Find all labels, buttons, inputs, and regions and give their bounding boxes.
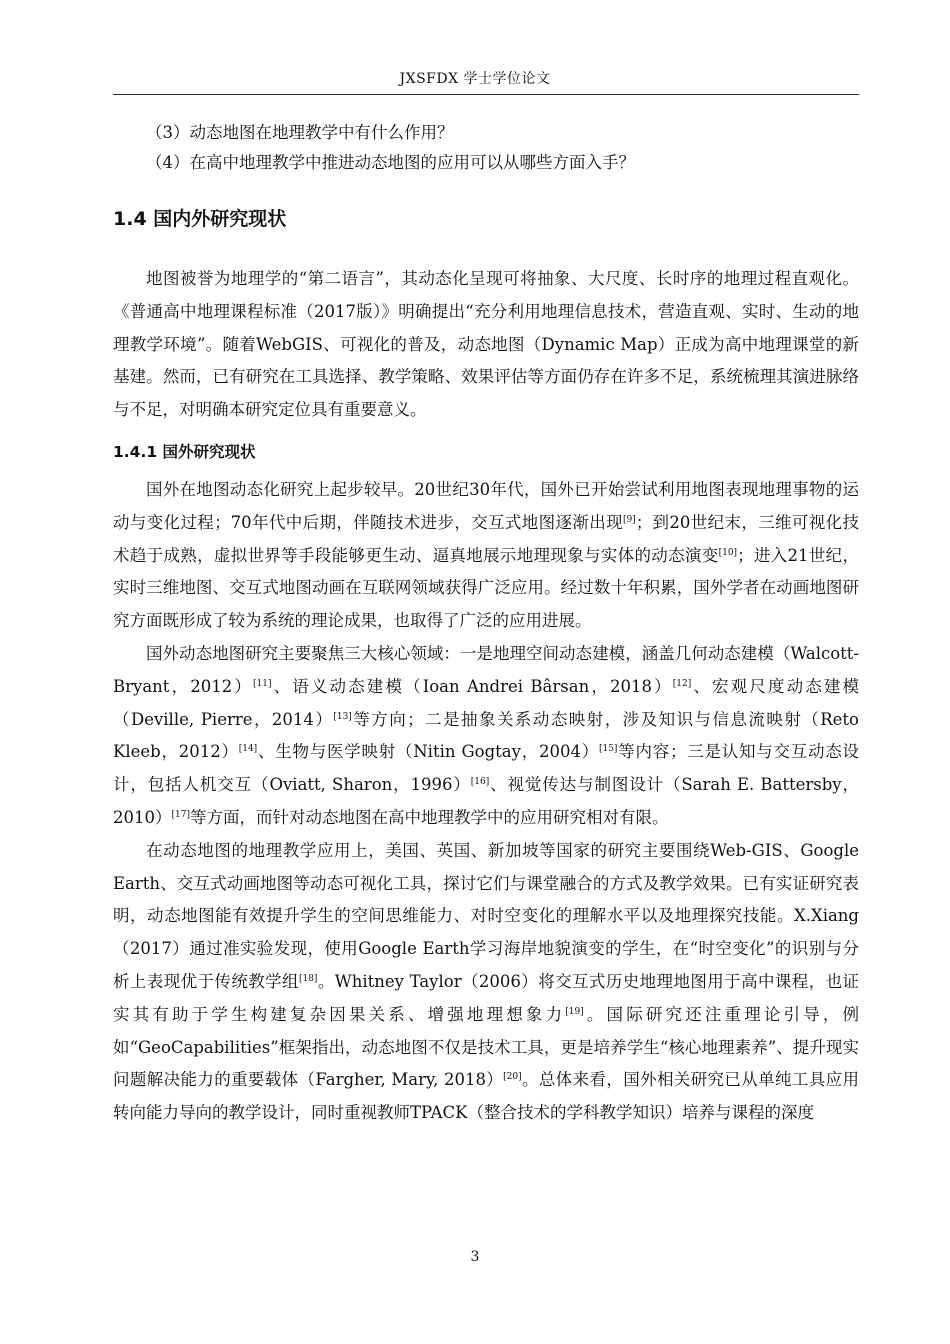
paragraph-text: ；到20世纪末，三维可视化技术趋于成熟，虚拟世界等手段能够更生动、逼真地展示地理现象与实体的动态演变 [113,512,860,565]
citation-ref: [16] [470,777,490,788]
paragraph-text: 国外在地图动态化研究上起步较早。20世纪30年代，国外已开始尝试利用地图表现地理事物的运动与变化过程；70年代中后期，伴随技术进步，交互式地图逐渐出现 [113,479,859,532]
citation-ref: [20] [503,1072,522,1083]
paragraph-text: 、生物与医学映射（Nitin Gogtay，2004） [257,742,599,762]
citation-ref: [17] [171,809,190,820]
paragraph-text: 、宏观尺度动态建模（Deville, Pierre，2014） [113,676,860,729]
intro-paragraph: 地图被誉为地理学的“第二语言”，其动态化呈现可将抽象、大尺度、长时序的地理过程直观化。《普通高中地理课程标准（2017版）》明确提出“充分利用地理信息技术，营造直观、实时、生动的地理教学环境”。随着WebGIS、可视化的普及，动态地图（Dynamic Map）正成为高中地理课堂的新基建。然而，已有研究在工具选择、教学策略、效果评估等方面仍存在许多不足，系统梳理其演进脉络与不足，对明确本研究定位具有重要意义。 [113,269,859,420]
citation-ref: [15] [598,744,618,755]
citation-ref: [13] [333,711,352,722]
citation-ref: [19] [565,1006,584,1017]
citation-ref: [18] [298,973,318,984]
paragraph-text: 等方面，而针对动态地图在高中地理教学中的应用研究相对有限。 [189,807,669,827]
citation-ref: [11] [252,678,272,689]
paragraph-2 [113,638,859,835]
paragraph-3 [113,835,859,1130]
paragraph-text: ；进入21世纪，实时三维地图、交互式地图动画在互联网领域获得广泛应用。经过数十年积累，国外学者在动画地图研究方面既形成了较为系统的理论成果，也取得了广泛的应用进展。 [113,545,860,631]
paragraph-text: 在动态地图的地理教学应用上，美国、英国、新加坡等国家的研究主要围绕Web-GIS、Google Earth、交互式动画地图等动态可视化工具，探讨它们与课堂融合的方式及教学效果。已有实证研究表明，动态地图能有效提升学生的空间思维能力、对时空变化的理解水平以及地理探究技能。X.Xiang（2017）通过准实验发现，使用Google Earth学习海岸地貌演变的学生，在“时空变化”的识别与分析上表现优于传统教学组 [113,840,859,991]
paragraph-1 [113,474,859,638]
question-4: （4）在高中地理教学中推进动态地图的应用可以从哪些方面入手？ [146,153,635,172]
citation-ref: [14] [238,744,258,755]
running-header: JXSFDX 学士学位论文 [399,71,551,87]
section-heading: 1.4 国内外研究现状 [113,208,287,230]
paragraph-text: 。总体来看，国外相关研究已从单纯工具应用转向能力导向的教学设计，同时重视教师TPACK（整合技术的学科教学知识）培养与课程的深度 [113,1070,859,1123]
paragraph-text: 等方向；二是抽象关系动态映射，涉及知识与信息流映射（Reto Kleeb，2012） [113,709,859,762]
paragraph-text: 。Whitney Taylor（2006）将交互式历史地理地图用于高中课程，也证实其有助于学生构建复杂因果关系、增强地理想象力 [113,971,860,1024]
citation-ref: [9] [622,514,636,525]
subsection-heading: 1.4.1 国外研究现状 [113,442,256,461]
paragraph-text: 、视觉传达与制图设计（Sarah E. Battersby，2010） [113,775,860,827]
citation-ref: [12] [672,678,692,689]
page-number: 3 [470,1249,480,1265]
paragraph-text: 等内容；三是认知与交互动态设计，包括人机交互（Oviatt, Sharon，1996） [113,742,860,795]
question-3: （3）动态地图在地理教学中有什么作用？ [146,123,454,142]
paragraph-text: 国外动态地图研究主要聚焦三大核心领域：一是地理空间动态建模，涵盖几何动态建模（Walcott-Bryant，2012） [113,643,859,696]
paragraph-text: 。国际研究还注重理论引导，例如“GeoCapabilities”框架指出，动态地图不仅是技术工具，更是培养学生“核心地理素养”、提升现实问题解决能力的重要载体（Fargher, Mary, 2018） [113,1004,860,1090]
body-content [113,118,859,1130]
citation-ref: [10] [718,547,738,558]
header-rule [113,94,859,95]
paragraph-text: 、语义动态建模（Ioan Andrei Bârsan，2018） [271,676,673,696]
